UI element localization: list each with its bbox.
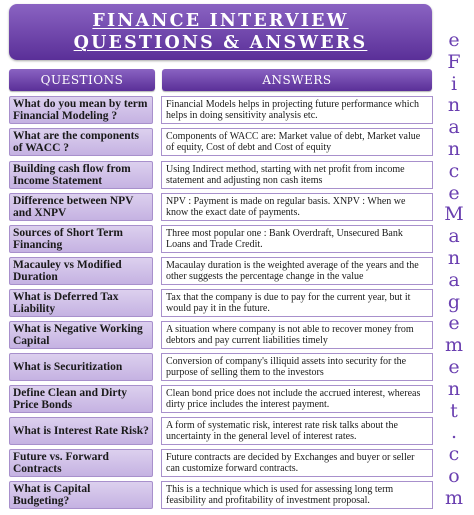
brand-letter: c (448, 443, 460, 466)
brand-letter: e (448, 312, 460, 335)
question-cell: What is Negative Working Capital (9, 321, 153, 349)
answer-cell: NPV : Payment is made on regular basis. XNPV : When we know the exact date of payments. (161, 193, 433, 221)
answer-cell: A situation where company is not able to recover money from debtors and pay current liabilities timely (161, 321, 433, 349)
answer-cell: A form of systematic risk, interest rate risk talks about the uncertainty in the general level of interest rates. (161, 417, 433, 445)
question-cell: Future vs. Forward Contracts (9, 449, 153, 477)
answer-cell: Future contracts are decided by Exchanges and buyer or seller can customize forward contracts. (161, 449, 433, 477)
answer-cell: Clean bond price does not include the accrued interest, whereas dirty price includes the interest payment. (161, 385, 433, 413)
brand-vertical-text (436, 30, 472, 510)
answer-cell: Using Indirect method, starting with net profit from income statement and adjusting non cash items (161, 161, 433, 189)
title-banner (9, 4, 432, 60)
questions-header: QUESTIONS (9, 69, 155, 91)
brand-letter: a (448, 268, 460, 291)
question-cell: Sources of Short Term Financing (9, 225, 153, 253)
brand-letter: a (448, 225, 460, 248)
answer-cell: Three most popular one : Bank Overdraft, Unsecured Bank Loans and Trade Credit. (161, 225, 433, 253)
question-cell: Difference between NPV and XNPV (9, 193, 153, 221)
brand-letter: e (448, 29, 460, 51)
brand-letter: t (450, 399, 458, 422)
brand-letter: g (447, 290, 461, 313)
brand-letter: a (448, 116, 460, 139)
question-cell: What do you mean by term Financial Modeling ? (9, 96, 153, 124)
brand-letter: n (447, 377, 461, 400)
brand-letter: o (448, 464, 460, 487)
answer-cell: Conversion of company's illiquid assets into security for the purpose of selling them to the investors (161, 353, 433, 381)
answer-cell: This is a technique which is used for assessing long term feasibility and profitability of investment proposal. (161, 481, 433, 509)
brand-letter: m (444, 334, 464, 357)
title-line-1: FINANCE INTERVIEW (92, 11, 349, 31)
brand-letter: n (447, 94, 461, 117)
brand-letter: m (444, 486, 464, 509)
question-cell: What is Securitization (9, 353, 153, 381)
brand-letter: . (450, 421, 458, 444)
answers-header: ANSWERS (162, 69, 432, 91)
brand-letter: n (447, 246, 461, 269)
answer-cell: Financial Models helps in projecting future performance which helps in doing sensitivity analysis etc. (161, 96, 433, 124)
brand-letter: n (447, 137, 461, 160)
question-cell: Define Clean and Dirty Price Bonds (9, 385, 153, 413)
brand-letter: c (448, 159, 460, 182)
question-cell: What are the components of WACC ? (9, 128, 153, 156)
brand-letter: i (450, 72, 458, 95)
answer-cell: Tax that the company is due to pay for the current year, but it would pay it in the future. (161, 289, 433, 317)
brand-letter: M (444, 203, 464, 226)
question-cell: What is Capital Budgeting? (9, 481, 153, 509)
answer-cell: Macaulay duration is the weighted average of the years and the other suggests the percentage change in the value (161, 257, 433, 285)
brand-letter: e (448, 181, 460, 204)
question-cell: Macauley vs Modified Duration (9, 257, 153, 285)
question-cell: What is Deferred Tax Liability (9, 289, 153, 317)
question-cell: What is Interest Rate Risk? (9, 417, 153, 445)
question-cell: Building cash flow from Income Statement (9, 161, 153, 189)
brand-letter: F (447, 50, 461, 73)
title-line-2: QUESTIONS & ANSWERS (73, 33, 368, 53)
answer-cell: Components of WACC are: Market value of debt, Market value of equity, Cost of debt and Cost of equity (161, 128, 433, 156)
brand-letter: e (448, 355, 460, 378)
